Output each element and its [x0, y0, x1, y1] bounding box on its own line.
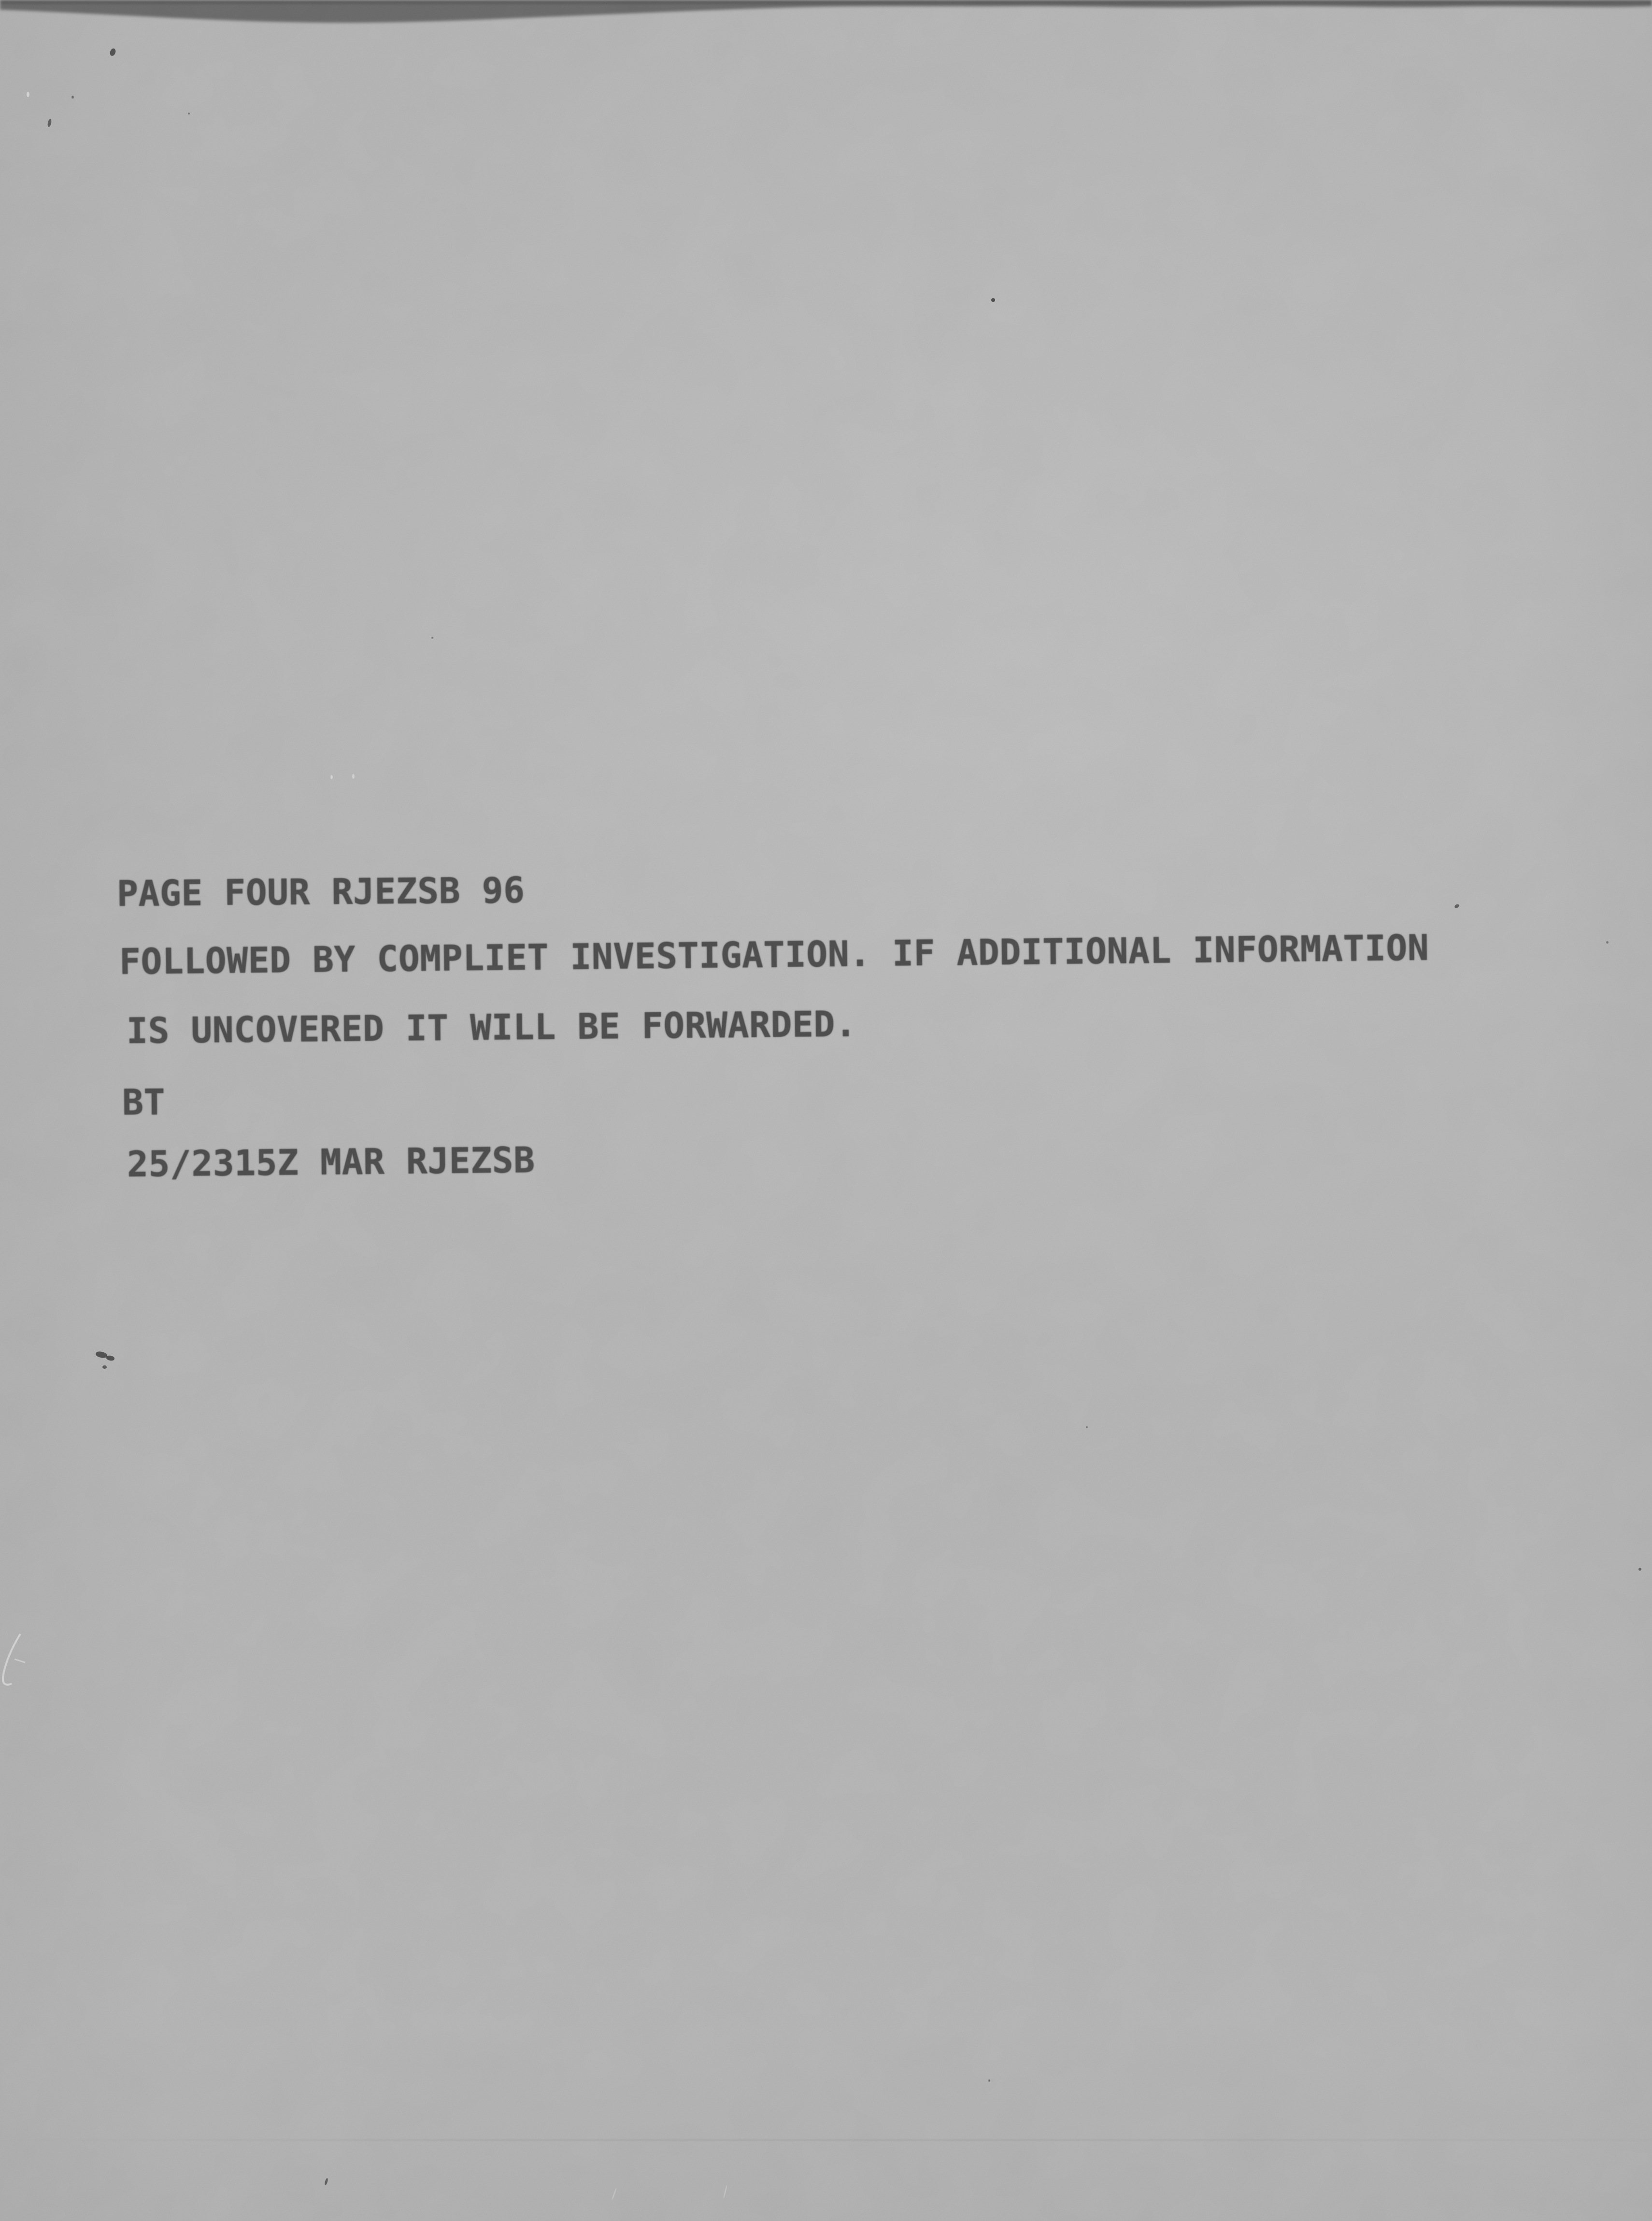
scan-edge-band	[0, 0, 1652, 43]
message-line-body-2: IS UNCOVERED IT WILL BE FORWARDED.	[126, 1003, 857, 1052]
message-line-break-sign: BT	[122, 1082, 166, 1123]
ink-speck	[1606, 941, 1609, 944]
ink-speck	[1454, 903, 1460, 909]
paper-fleck	[330, 775, 333, 779]
paper-scratch	[0, 1629, 39, 1697]
ink-smudge	[106, 1355, 114, 1361]
ink-speck	[431, 637, 433, 639]
paper-fleck	[27, 92, 29, 97]
ink-smudge	[102, 1365, 107, 1369]
ink-speck	[1086, 1426, 1088, 1428]
ink-speck	[1638, 1568, 1641, 1571]
ink-speck	[109, 48, 117, 57]
message-line-body-1: FOLLOWED BY COMPLIET INVESTIGATION. IF ADDITIONAL INFORMATION	[119, 927, 1429, 983]
ink-speck	[47, 118, 52, 127]
paper-fleck	[723, 2185, 728, 2198]
ink-speck	[71, 96, 74, 99]
paper-fleck	[352, 774, 355, 779]
message-line-page-header: PAGE FOUR RJEZSB 96	[116, 870, 525, 915]
paper-crease	[0, 2139, 1652, 2141]
paper-fleck	[612, 2188, 617, 2200]
ink-speck	[988, 2079, 990, 2082]
message-line-datetime-group: 25/2315Z MAR RJEZSB	[127, 1140, 535, 1185]
ink-smudge	[95, 1351, 108, 1359]
ink-speck	[991, 298, 995, 302]
ink-speck	[324, 2178, 328, 2186]
ink-speck	[188, 113, 190, 115]
